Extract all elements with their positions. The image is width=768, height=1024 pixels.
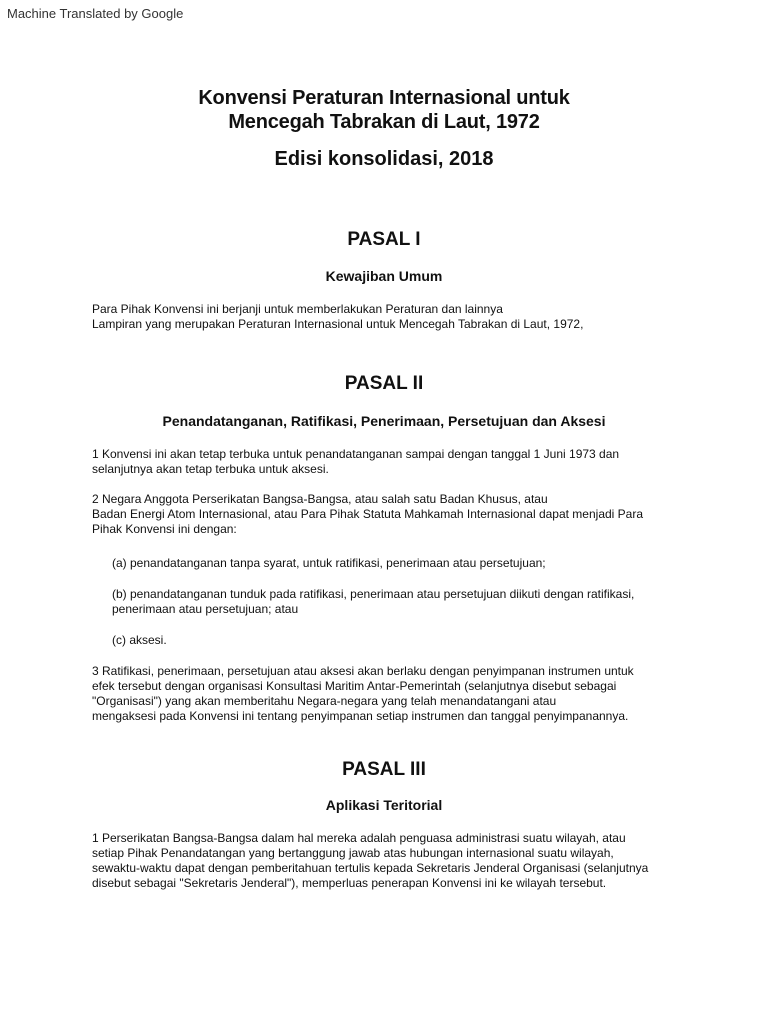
article-1-paragraph-1: Para Pihak Konvensi ini berjanji untuk memberlakukan Peraturan dan lainnya Lampiran yang merupakan Peraturan Internasional untuk Mencegah Tabrakan di Laut, 1972,	[92, 302, 584, 331]
article-2-subheading: Penandatanganan, Ratifikasi, Penerimaan, Persetujuan dan Aksesi	[162, 413, 606, 429]
article-3-paragraph-1: 1 Perserikatan Bangsa-Bangsa dalam hal mereka adalah penguasa administrasi suatu wilayah, atau setiap Pihak Penandatangan yang bertanggung jawab atas hubungan internasional suatu wilayah, sewaktu-waktu dapat dengan pemberitahuan tertulis kepada Sekretaris Jenderal Organisasi (selanjutnya disebut sebagai "Sekretaris Jenderal"), memperluas penerapan Konvensi ini ke wilayah tersebut.	[92, 831, 649, 890]
document-title-line-2: Mencegah Tabrakan di Laut, 1972	[228, 111, 540, 133]
article-3-subheading: Aplikasi Teritorial	[325, 797, 443, 813]
article-2-paragraph-3: 3 Ratifikasi, penerimaan, persetujuan atau aksesi akan berlaku dengan penyimpanan instrumen untuk efek tersebut dengan organisasi Konsultasi Maritim Antar-Pemerintah (selanjutnya disebut sebagai "Organisasi") yang akan memberitahu Negara-negara yang telah menandatangani atau mengaksesi pada Konvensi ini tentang penyimpanan setiap instrumen dan tanggal penyimpanannya.	[92, 664, 634, 723]
article-2-item-a: (a) penandatanganan tanpa syarat, untuk ratifikasi, penerimaan atau persetujuan;	[112, 556, 546, 570]
machine-translation-banner: Machine Translated by Google	[7, 6, 184, 21]
edition-heading: Edisi konsolidasi, 2018	[274, 148, 494, 170]
article-2-paragraph-2: 2 Negara Anggota Perserikatan Bangsa-Bangsa, atau salah satu Badan Khusus, atau Badan Energi Atom Internasional, atau Para Pihak Statuta Mahkamah Internasional dapat menjadi Para Pihak Konvensi ini dengan:	[92, 492, 644, 536]
article-2-item-b: (b) penandatanganan tunduk pada ratifikasi, penerimaan atau persetujuan diikuti dengan ratifikasi, penerimaan atau persetujuan; atau	[112, 587, 635, 616]
article-2-paragraph-1: 1 Konvensi ini akan tetap terbuka untuk penandatanganan sampai dengan tanggal 1 Juni 1973 dan selanjutnya akan tetap terbuka untuk aksesi.	[92, 447, 620, 476]
article-1-subheading: Kewajiban Umum	[325, 268, 443, 284]
article-1-heading: PASAL I	[347, 229, 421, 250]
article-3-heading: PASAL III	[342, 759, 426, 780]
article-2-item-c: (c) aksesi.	[112, 633, 167, 647]
article-2-heading: PASAL II	[344, 373, 424, 394]
document-title-line-1: Konvensi Peraturan Internasional untuk	[198, 87, 570, 109]
